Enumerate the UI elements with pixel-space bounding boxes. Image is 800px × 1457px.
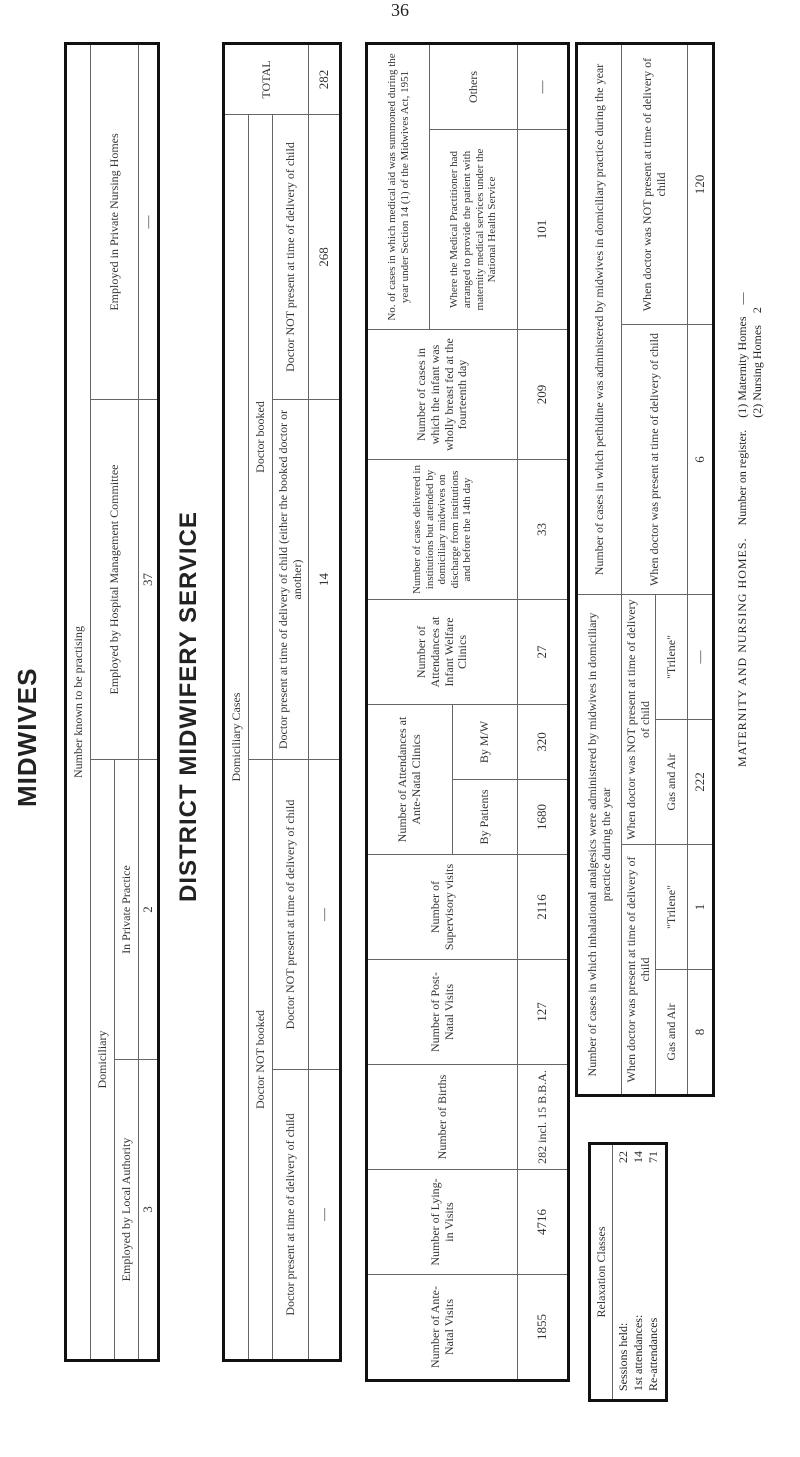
value-hospital-committee: 37 <box>139 399 157 759</box>
homes-list <box>735 292 765 417</box>
value-local-authority: 3 <box>139 1059 157 1359</box>
value-b-present: 14 <box>309 399 339 759</box>
doctor-not-booked-header: Doctor NOT booked <box>249 759 273 1359</box>
value-medical-others: — <box>534 80 550 94</box>
col-lying-in-visits: Number of Lying-in Visits <box>368 1169 518 1274</box>
nursing-homes-item-label: (2) Nursing Homes <box>750 325 764 418</box>
total-header: TOTAL <box>225 45 309 114</box>
col-b-not-present: Doctor NOT present at time of delivery of child <box>273 114 309 399</box>
col-b-present: Doctor present at time of delivery of child (either the booked doctor or another) <box>273 399 309 759</box>
value-total: 282 <box>315 69 331 90</box>
sub-medical-others: Others <box>430 45 518 129</box>
value-medical-arranged: 101 <box>518 129 567 329</box>
col-private-nursing-homes: Employed in Private Nursing Homes <box>91 45 139 399</box>
nursing-homes-item-value: 2 <box>750 307 764 314</box>
value-peth-present: 6 <box>688 324 712 594</box>
midwives-heading: MIDWIVES <box>12 667 42 807</box>
district-midwifery-heading: DISTRICT MIDWIFERY SERVICE <box>175 511 202 902</box>
value-nb-not-present: — <box>309 759 339 1069</box>
value-private-nursing-homes: — <box>139 215 155 229</box>
number-known-header: Number known to be practising <box>67 45 91 1359</box>
relaxation-value-re: 71 <box>646 1151 660 1163</box>
col-ante-natal-clinics: Number of Attendances at Ante-Natal Clinics <box>368 704 453 854</box>
value-inh-present-gas: 8 <box>688 969 712 1094</box>
inhalational-header: Number of cases in which inhalational analgesics were administered by midwives in domiciliary practice during the year <box>578 594 622 1094</box>
value-inh-present-trilene: 1 <box>688 844 712 969</box>
value-institution-cases: 33 <box>518 459 567 599</box>
register-label: Number on register. <box>735 429 749 526</box>
value-nb-present: — <box>309 1069 339 1359</box>
maternity-homes-label: MATERNITY AND NURSING HOMES. <box>735 537 749 767</box>
relaxation-label-first: 1st attendances: <box>631 1314 645 1391</box>
doctor-booked-header: Doctor booked <box>249 114 273 759</box>
domiciliary-header: Domiciliary <box>91 759 115 1359</box>
value-infant-welfare: 27 <box>518 599 567 704</box>
col-ante-natal-visits: Number of Ante-Natal Visits <box>368 1274 518 1379</box>
relaxation-row <box>616 1151 661 1391</box>
col-hospital-committee: Employed by Hospital Management Committee <box>91 399 139 759</box>
value-ante-natal-visits: 1855 <box>518 1274 567 1379</box>
value-births: 282 incl. 15 B.B.A. <box>518 1064 567 1169</box>
value-lying-in-visits: 4716 <box>518 1169 567 1274</box>
sub-medical-arranged: Where the Medical Practitioner had arranged to provide the patient with maternity medical services under the National Health Service <box>430 129 518 329</box>
value-inh-not-present-trilene: — <box>688 594 712 719</box>
relaxation-title: Relaxation Classes <box>591 1145 613 1399</box>
col-private-practice: In Private Practice <box>115 759 139 1059</box>
relaxation-label-sessions: Sessions held: <box>616 1322 630 1391</box>
value-b-not-present: 268 <box>309 114 339 399</box>
col-infant-welfare: Number of Attendances at Infant Welfare Clinics <box>368 599 518 704</box>
page-number: 36 <box>391 0 409 20</box>
relaxation-label-re: Re-attendances <box>646 1317 660 1391</box>
col-institution-cases: Number of cases delivered in institutions but attended by domiciliary midwives on discharge from institutions and before the 14th day <box>368 459 518 599</box>
pethidine-header: Number of cases in which pethidine was administered by midwives in domiciliary practice during the year <box>578 45 622 594</box>
inh-doctor-present: When doctor was present at time of delivery of child <box>622 844 656 1094</box>
maternity-homes-item-label: (1) Maternity Homes <box>735 316 749 418</box>
inh-present-trilene: "Trilene" <box>656 844 688 969</box>
value-post-natal-visits: 127 <box>518 959 567 1064</box>
maternity-homes-item-value: — <box>735 292 749 305</box>
value-clinic-by-mw: 320 <box>518 704 567 779</box>
inh-doctor-not-present: When doctor was NOT present at time of delivery of child <box>622 594 656 844</box>
inh-not-present-gas-air: Gas and Air <box>656 719 688 844</box>
value-breast-fed: 209 <box>518 329 567 459</box>
value-supervisory-visits: 2116 <box>518 854 567 959</box>
col-nb-present: Doctor present at time of delivery of child <box>273 1069 309 1359</box>
domiciliary-cases-header: Domiciliary Cases <box>225 114 249 1359</box>
inh-not-present-trilene: "Trilene" <box>656 594 688 719</box>
col-local-authority: Employed by Local Authority <box>115 1059 139 1359</box>
sub-by-patients: By Patients <box>453 779 518 854</box>
col-nb-not-present: Doctor NOT present at time of delivery of child <box>273 759 309 1069</box>
value-clinic-by-patients: 1680 <box>518 779 567 854</box>
peth-doctor-present: When doctor was present at time of delivery of child <box>622 324 688 594</box>
col-breast-fed: Number of cases in which the infant was wholly breast fed at the fourteenth day <box>368 329 518 459</box>
sub-by-mw: By M/W <box>453 704 518 779</box>
relaxation-value-first: 14 <box>631 1151 645 1163</box>
inh-present-gas-air: Gas and Air <box>656 969 688 1094</box>
value-inh-not-present-gas: 222 <box>688 719 712 844</box>
maternity-homes-footer <box>735 292 765 767</box>
col-medical-aid: No. of cases in which medical aid was summoned during the year under Section 14 (1) of the Midwives Act, 1951 <box>368 45 430 329</box>
value-private-practice: 2 <box>139 759 157 1059</box>
col-supervisory-visits: Number of Supervisory visits <box>368 854 518 959</box>
col-births: Number of Births <box>368 1064 518 1169</box>
relaxation-value-sessions: 22 <box>616 1151 630 1163</box>
col-post-natal-visits: Number of Post-Natal Visits <box>368 959 518 1064</box>
value-peth-not-present: 120 <box>691 174 707 195</box>
peth-doctor-not-present: When doctor was NOT present at time of delivery of child <box>622 45 688 324</box>
